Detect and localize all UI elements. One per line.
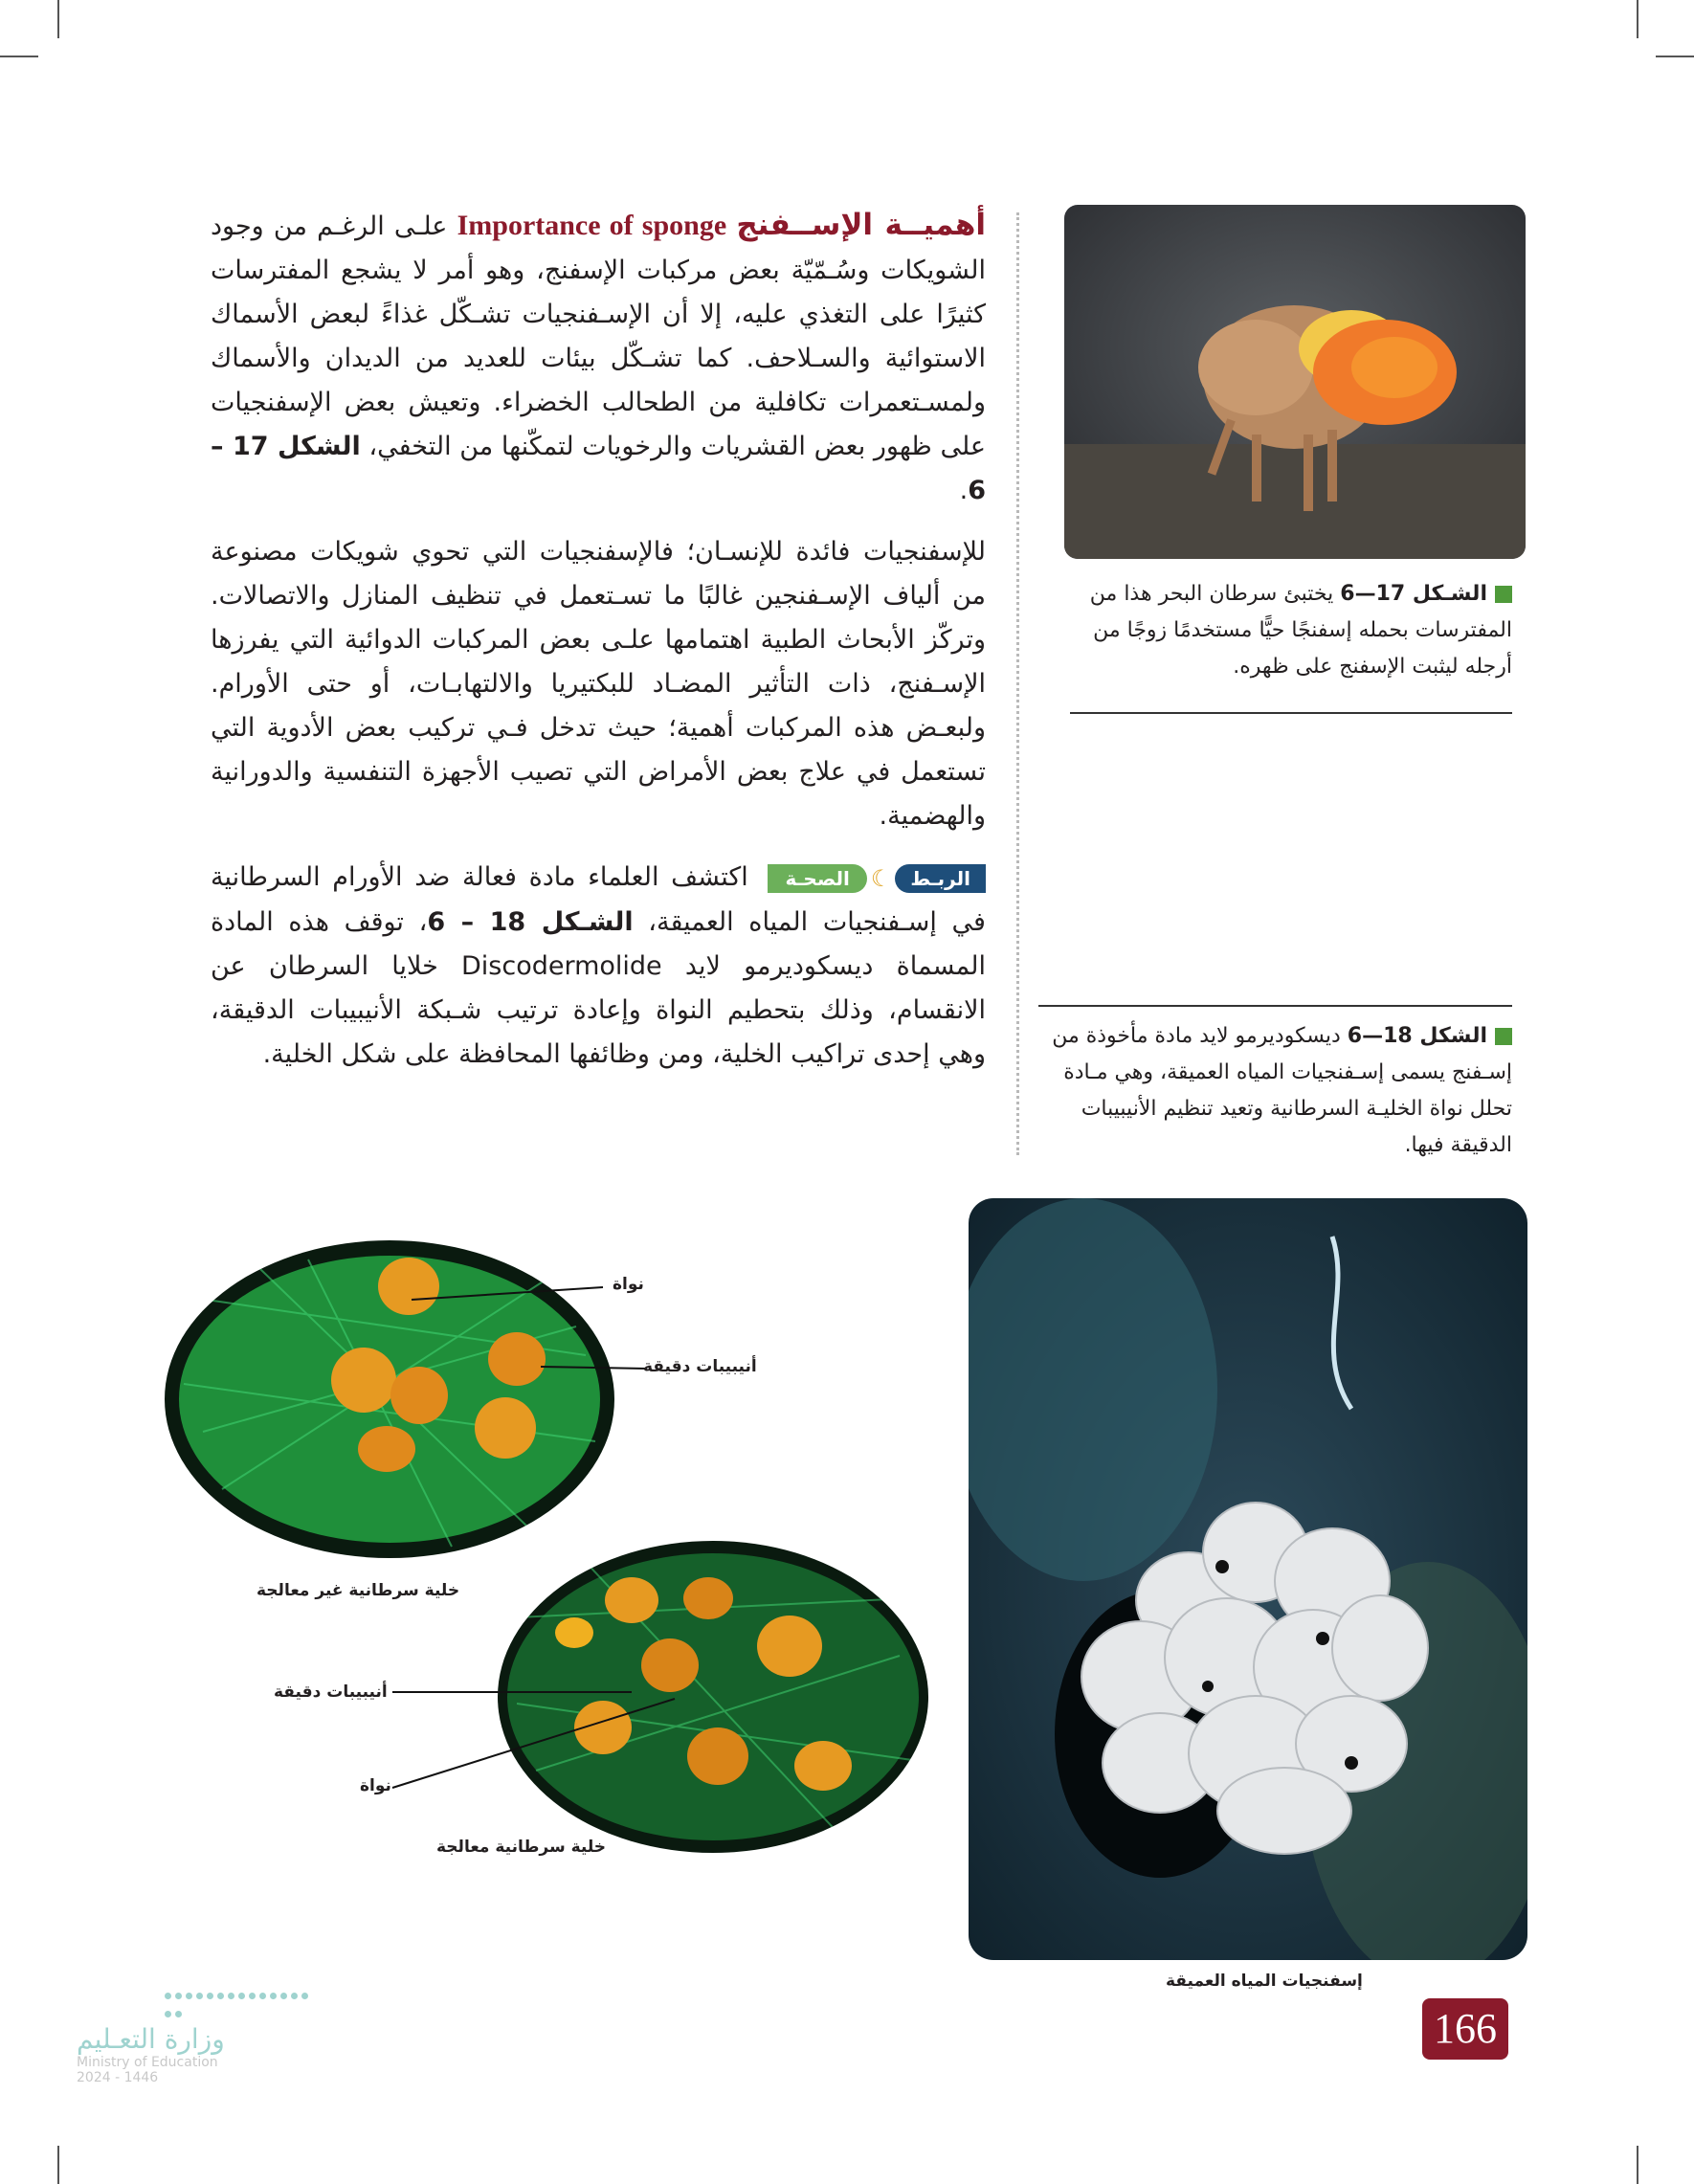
deep-water-sponge-photo (969, 1198, 1527, 1960)
logo-english: Ministry of Education (77, 2055, 218, 2070)
page-number: 166 (1422, 1998, 1508, 2060)
figure-reference: الشـكل 18 – 6 (427, 906, 634, 937)
logo-arabic: وزارة التعـليم (77, 2023, 225, 2055)
logo-year: 2024 - 1446 (77, 2070, 159, 2085)
treated-cell-label: خلية سرطانية معالجة (436, 1838, 607, 1857)
moon-icon: ☾ (870, 864, 892, 892)
microtubules-label: أنيبيبات دقيقة (643, 1357, 757, 1376)
microtubules-label: أنيبيبات دقيقة (274, 1683, 388, 1702)
paragraph-health-link: الربـط ☾ الصحـة اكتشف العلماء مادة فعالة ضد الأورام السرطانية في إسـفنجيات المياه العميقة، الشـكل 18 – 6، توقف هذه المادة المسماة ديسكوديرمو لايد Discodermolide خلايا السرطان عن الانقسام، وذلك بتحطيم النواة وإعادة ترتيب شـبكة الأنيبيبات الدقيقة، وهي إحدى تراكيب الخلية، ومن وظائفها المحافظة على شكل الخلية. (211, 856, 986, 1077)
figure-label: الشكل 18—6 (1347, 1024, 1487, 1048)
ministry-logo (77, 1987, 268, 2085)
link-label: الربـط (895, 864, 986, 893)
paragraph-benefits: للإسفنجيات فائدة للإنسـان؛ فالإسفنجيات التي تحوي شويكات مصنوعة من ألياف الإسـفنجين غالبًا ما تسـتعمل في تنظيف المنازل والاتصالات. وتركّز الأبحاث الطبية اهتمامها علـى بعض المركبات الدوائية التي يفرزها الإسـفنج، ذات التأثير المضـاد للبكتيريا والالتهابـات، أو حتى الأورام. ولبعـض هذه المركبات أهمية؛ حيث تدخل فـي تركيب بعض الأدوية التي تستعمل في علاج بعض الأمراض التي تصيب الأجهزة التنفسية والدورانية والهضمية. (211, 537, 986, 831)
figure-reference: الشكل 17 – 6 (211, 432, 986, 505)
nucleus-label: نواة (360, 1776, 391, 1795)
paragraph-text: علـى الرغـم من وجود الشويكات وسُـمّيّة بعض مركبات الإسفنج، وهو أمر لا يشجع المفترسات كثيرًا على التغذي عليه، إلا أن الإسـفنجيات تشـكّل غذاءً لبعض الأسماك الاستوائية والسـلاحف. كما تشـكّل بيئات للعديد من الديدان والأسماك ولمسـتعمرات تكافلية من الطحالب الخضراء. وتعيش بعض الإسفنجيات على ظهور بعض القشريات والرخويات لتمكّنها من التخفي، (211, 212, 986, 461)
caption-text: يختبئ سرطان البحر هذا من المفترسات بحمله إسفنجًا حيًّا مستخدمًا زوجًا من أرجله ليثبت الإسفنج على ظهره. (1089, 582, 1512, 679)
nucleus-label: نواة (613, 1275, 644, 1294)
figure-label: الشـكل 17—6 (1340, 582, 1487, 606)
paragraph-importance: أهميــة الإســفنج Importance of sponge علـى الرغـم من وجود الشويكات وسُـمّيّة بعض مركبات الإسفنج، وهو أمر لا يشجع المفترسات كثيرًا على التغذي عليه، إلا أن الإسـفنجيات تشـكّل غذاءً لبعض الأسماك الاستوائية والسـلاحف. كما تشـكّل بيئات للعديد من الديدان والأسماك ولمسـتعمرات تكافلية من الطحالب الخضراء. وتعيش بعض الإسفنجيات على ظهور بعض القشريات والرخويات لتمكّنها من التخفي، الشكل 17 – 6. (211, 208, 986, 505)
photo-caption: إسفنجيات المياه العميقة (1166, 1972, 1363, 1991)
untreated-cell-label: خلية سرطانية غير معالجة (256, 1581, 460, 1600)
section-heading-en: Importance of sponge (457, 210, 727, 241)
section-heading-ar: أهميــة الإســفنج (736, 208, 986, 242)
logo-dots (163, 1987, 316, 2023)
health-label: الصحـة (768, 864, 866, 893)
caption-text: ديسكوديرمو لايد مادة مأخوذة من إسـفنج يسمى إسـفنجيات المياه العميقة، وهي مـادة تحلل نواة الخليـة السرطانية وتعيد تنظيم الأنيبيبات الدقيقة فيها. (1052, 1024, 1512, 1157)
